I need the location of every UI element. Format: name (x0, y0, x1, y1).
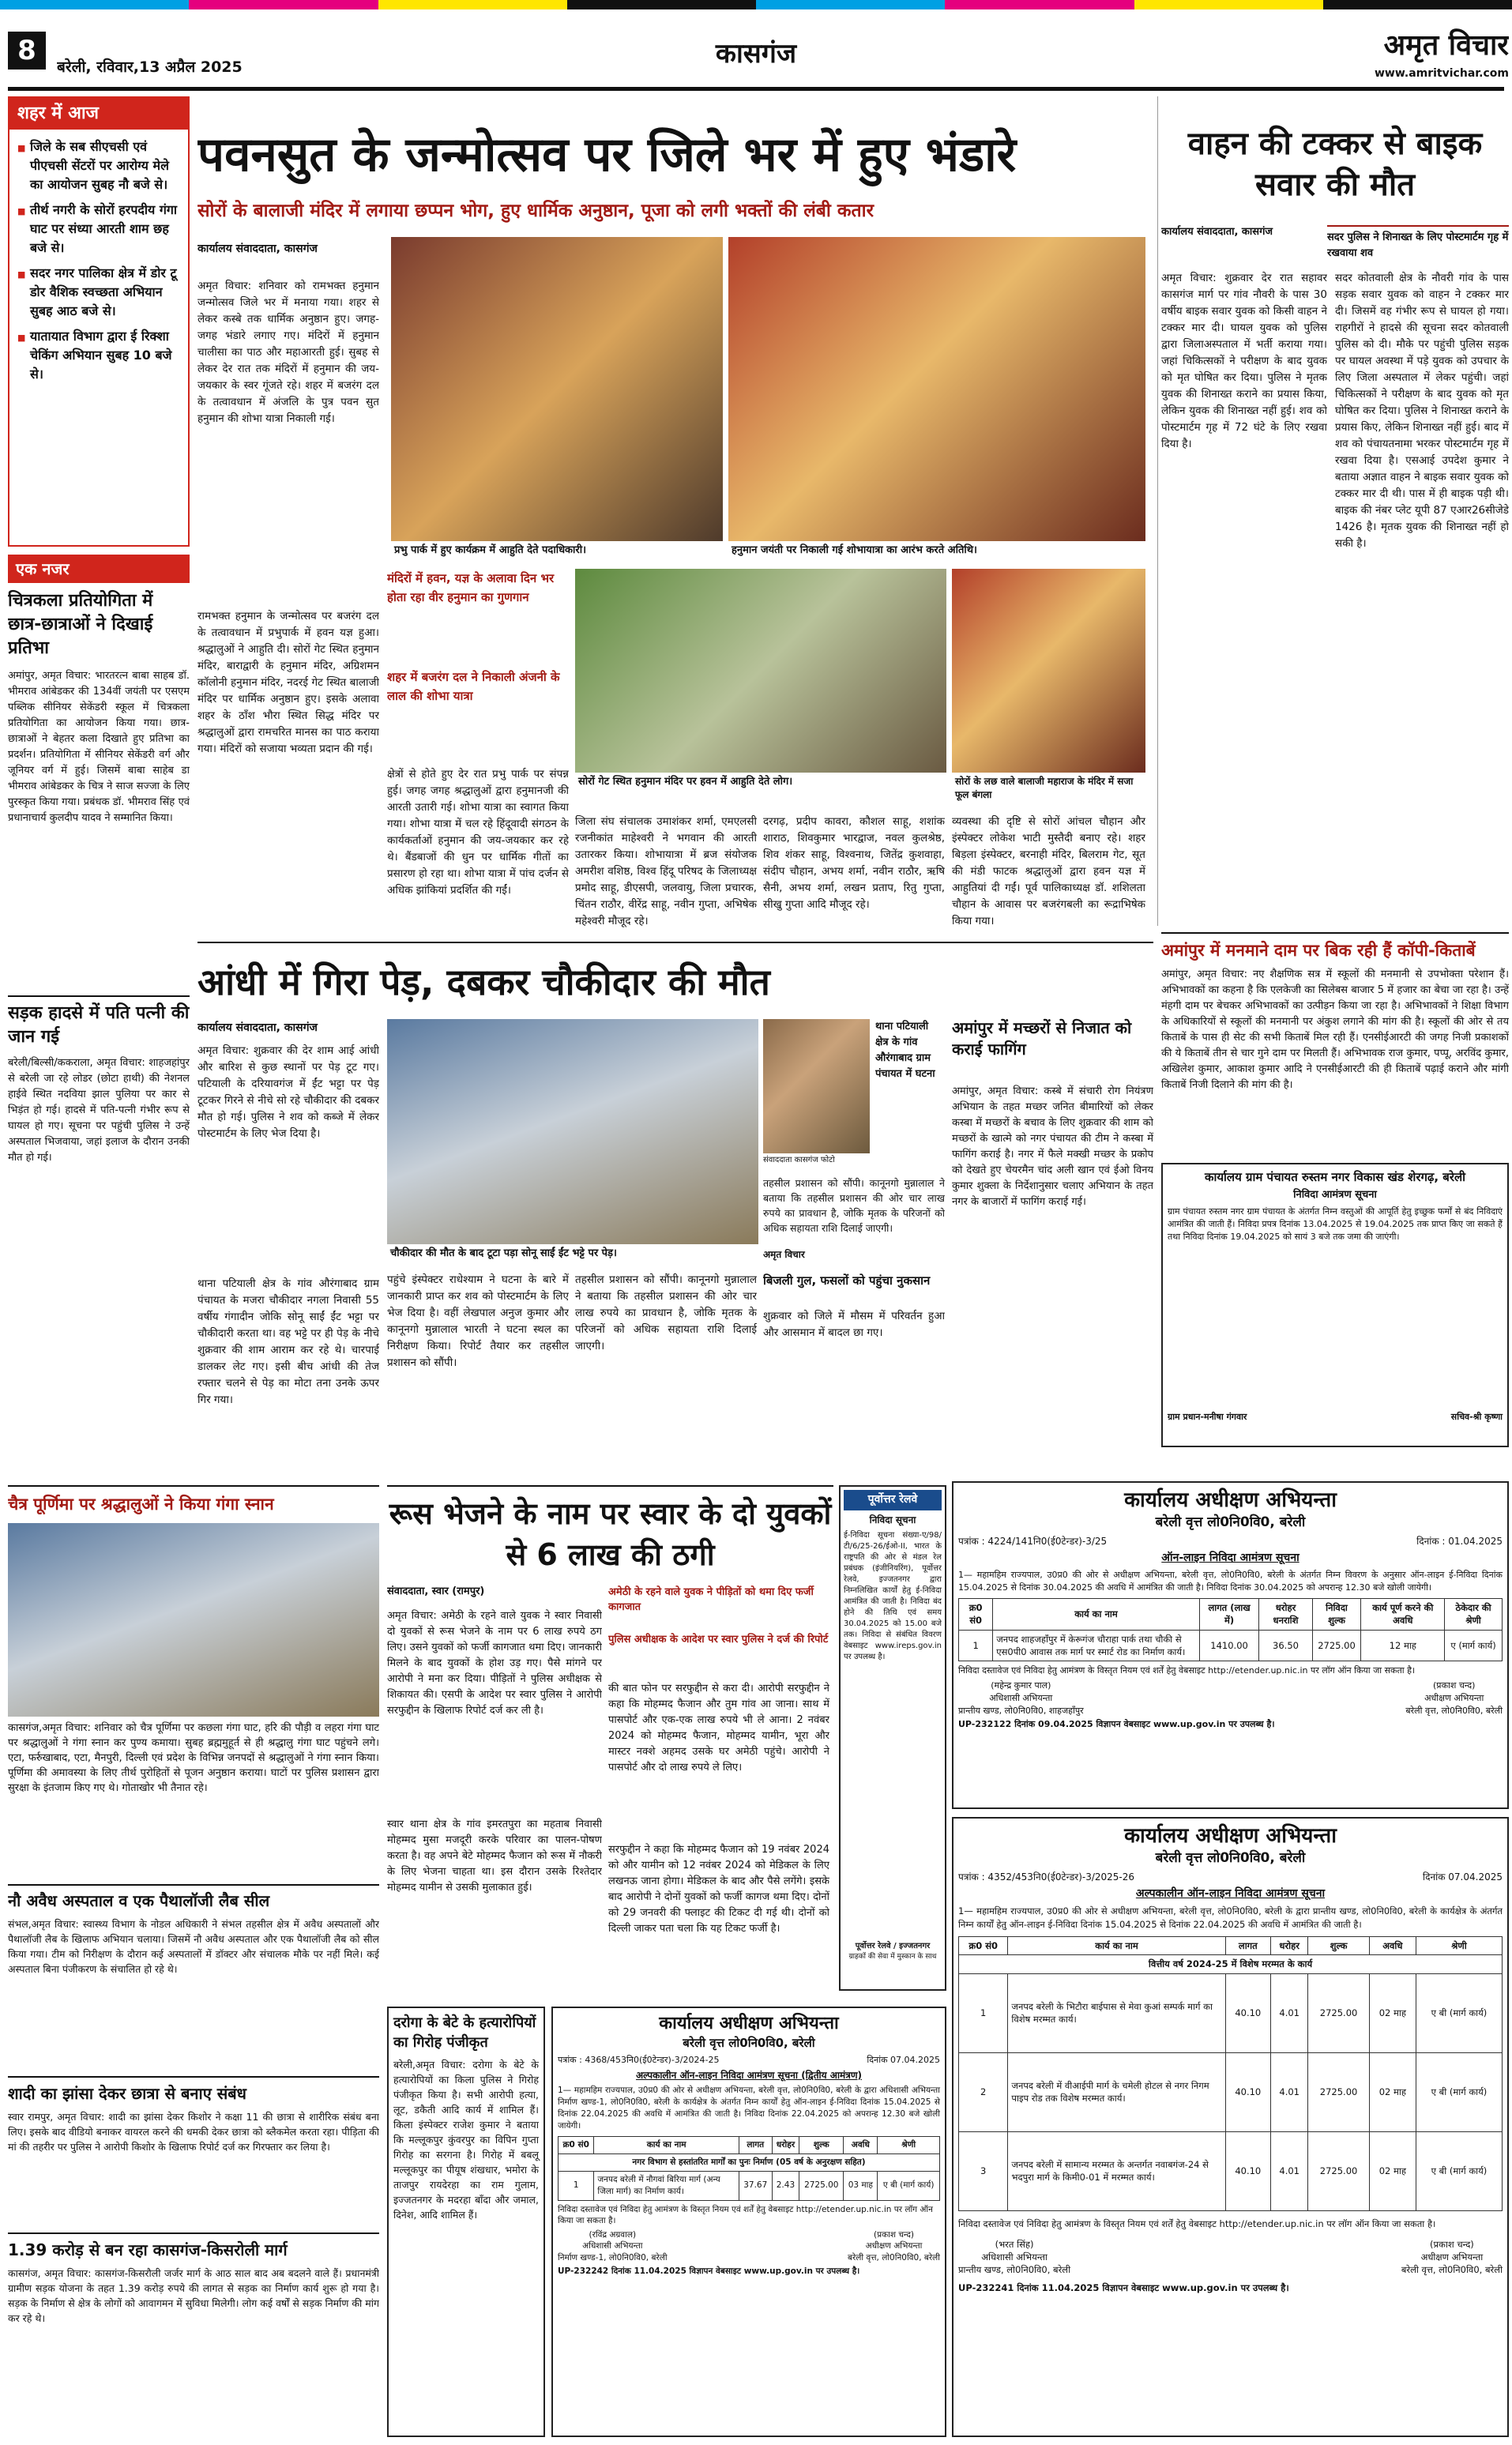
painting-headline: चित्रकला प्रतियोगिता में छात्र-छात्राओं ने दिखाई प्रतिभा (8, 591, 153, 658)
table-cell: ए (मार्ग कार्य) (1445, 1630, 1503, 1661)
table-cell: 4.01 (1271, 2052, 1308, 2131)
table-cell: जनपद बरेली में नौगवां बिरिया मार्ग (अन्य जिला मार्ग) का निर्माण कार्य। (594, 2171, 739, 2200)
divider (1161, 932, 1509, 934)
table-cell: 2725.00 (1308, 1973, 1369, 2052)
table-cell: 02 माह (1369, 2131, 1416, 2210)
tender-sign: (प्रकाश चन्द) (1433, 1680, 1476, 1691)
lead-photo-1 (391, 237, 723, 541)
table-cell: ए बी (मार्ग कार्य) (1416, 2052, 1502, 2131)
table-cell: 2725.00 (1312, 1630, 1361, 1661)
tender-pwd-3 (952, 1817, 1509, 2437)
accident-body-1: अमृत विचार: शुक्रवार देर रात सहावर कासगंज मार्ग पर गांव नौवरी के पास 30 वर्षीय बाइक सवार युवक को किसी वाहन ने टक्कर मार दी। घायल युवक को पुलिस द्वारा जिलाअस्पताल में भर्ती कराया गया। जहां चिकित्सकों ने परीक्षण के बाद युवक को मृत घोषित कर दिया। पुलिस ने मृतक युवक की शिनाख्त कराने का प्रयास किया, लेकिन युवक की शिनाख्त नहीं हुई। शव को पोस्टमार्टम गृह में 72 घंटे के लिए रखवा दिया है। (1161, 272, 1327, 450)
tender-sign: प्रान्तीय खण्ड, लो0नि0वि0, शाहजहाँपुर (958, 1705, 1084, 1716)
tender-ref: पत्रांक : 4352/453नि0(ई0टेन्डर)-3/2025-26 (958, 1871, 1135, 1883)
table-header: अवधि (1369, 1937, 1416, 1955)
tender-upcode: UP-232241 दिनांक 11.04.2025 विज्ञापन वेबसाइट www.up.gov.in पर उपलब्ध है। (958, 2281, 1289, 2293)
table-header: अवधि (844, 2136, 878, 2153)
table-cell: 1410.00 (1199, 1630, 1259, 1661)
hospital-body: संभल,अमृत विचार: स्वास्थ्य विभाग के नोडल अधिकारी ने संभल तहसील क्षेत्र में अवैध अस्पतालों और पैथालॉजी लैब के खिलाफ अभियान चलाया। जिसमें नौ अवैध अस्पताल और एक पैथालॉजी लैब को सील किया गया। टीम को निरीक्षण के दौरान कई अस्पतालों में डॉक्टर और संचालक मौके पर नहीं मिले। कई अस्पताल बिना पंजीकरण के संचालित हो रहे थे। (8, 1918, 379, 1975)
lead-caption-4: सोरों के लछ वाले बालाजी महाराज के मंदिर में सजा फूल बंगला (952, 773, 1145, 809)
table-row (959, 1973, 1503, 2052)
table-header: क्र0 सं0 (559, 2136, 594, 2153)
table-header: निविदा शुल्क (1312, 1599, 1361, 1631)
tender-rustam-nagar (1161, 1163, 1509, 1447)
tree-photo (387, 1019, 758, 1244)
tree-subhead-2: बिजली गुल, फसलों को पहुंचा नुकसान (763, 1273, 931, 1288)
table-cell: 2.43 (772, 2171, 799, 2200)
tender-intro: 1— महामहिम राज्यपाल, उ0प्र0 की ओर से अधीक्षण अभियन्ता, बरेली वृत्त, लो0नि0वि0, बरेली के द्वारा अधिशासी अभियन्ता निर्माण खण्ड-1, लो0नि0वि0, बरेली के कार्यक्षेत्र के अंतर्गत निम्न कार्यों हेतु ऑन-लाइन ई-निविदा दिनांक 15.04.2025 से दिनांक 22.04.2025 की अवधि में आमंत्रित की जाती है। निविदा दिनांक 22.04.2025 को अपरान्ह 12.30 बजे खोली जायेगी। (558, 2085, 940, 2131)
table-header: कार्य पूर्ण करने की अवधि (1361, 1599, 1445, 1631)
table-header: धरोहर (1271, 1937, 1308, 1955)
divider (8, 2076, 379, 2078)
lead-body-1: अमृत विचार: शनिवार को रामभक्त हनुमान जन्मोत्सव जिले भर में मनाया गया। शहर से लेकर कस्बे तक धार्मिक अनुष्ठान हुए। जगह-जगह भंडारे लगाए गए। मंदिरों में हनुमान चालीसा का पाठ और महाआरती हुई। सुबह से लेकर देर रात तक मंदिरों में हनुमान की जय-जयकार के स्वर गूंजते रहे। शहर में बजरंग दल के तत्वावधान में अंजलि के पुत्र पवन सुत हनुमान की शोभा यात्रा निकाली गई। (197, 280, 379, 425)
daroga-box (387, 2007, 545, 2437)
portrait-caption: संवाददाता कासगंज फोटो (763, 1156, 835, 1164)
tender-table (558, 2136, 940, 2201)
table-header: कार्य का नाम (1008, 1937, 1225, 1955)
divider (197, 942, 1153, 943)
tender-sign: (भरत सिंह) (995, 2238, 1034, 2250)
table-cell: 2725.00 (1308, 2131, 1369, 2210)
page-number: 8 (8, 32, 46, 70)
table-cell: जनपद बरेली के भिटौरा बाईपास से मेवा कुआं सम्पर्क मार्ग का विशेष मरम्मत कार्य। (1008, 1973, 1225, 2052)
fraud-body-4: सरफुद्दीन ने कहा कि मोहम्मद फैजान को 19 नवंबर 2024 को और यामीन को 12 नवंबर 2024 को मेडिकल के लिए लखनऊ जाना होगा। मेडिकल के बाद और पैसे लगेंगे। इसके बाद आरोपी ने दोनों युवकों को फर्जी कागज थमा दिए। दोनों को 29 जनवरी की फ्लाइट की टिकट दी गई थी। दोनों को दिल्ली जाकर पता चला कि यह टिकट फर्जी है। (608, 1844, 829, 1935)
tender-sign: अधिशासी अभियन्ता (582, 2241, 643, 2251)
tree-credit: अमृत विचार (763, 1249, 805, 1260)
painting-body: अमांपुर, अमृत विचार: भारतरत्न बाबा साहब डॉ. भीमराव आंबेडकर की 134वीं जयंती पर एसएम पब्लिक सीनियर सेकेंडरी स्कूल में चित्रकला प्रतियोगिता का आयोजन किया गया। छात्र-छात्राओं ने बेहतर कला दिखाते हुए प्रतिभा का प्रदर्शन। प्रतियोगिता में सीनियर सेकेंडरी वर्ग और जूनियर वर्ग में हुई। जिसमें बाबा साहेब डा भीमराव आंबेडकर के चित्र ने साज सज्जा के लिए पुरस्कृत किया गया। प्रबंधक डॉ. भीमराव सिंह एवं प्रधानाचार्य कुलदीप यादव ने सम्मानित किया। (8, 670, 190, 824)
table-cell: ए बी (मार्ग कार्य) (878, 2171, 940, 2200)
fraud-pull-2: पुलिस अधीक्षक के आदेश पर स्वार पुलिस ने दर्ज की रिपोर्ट (608, 1634, 829, 1646)
daroga-headline: दरोगा के बेटे के हत्यारोपियों का गिरोह पंजीकृत (393, 2014, 536, 2051)
table-cell: 1 (559, 2171, 594, 2200)
fraud-headline: रूस भेजने के नाम पर स्वार के दो युवकों से 6 लाख की ठगी (389, 1496, 832, 1572)
tender-title: कार्यालय ग्राम पंचायत रुस्तम नगर विकास खंड शेरगढ़, बरेली (1204, 1170, 1466, 1184)
divider (387, 1485, 833, 1487)
table-cell: ए बी (मार्ग कार्य) (1416, 1973, 1502, 2052)
tender-sign: (प्रकाश चन्द) (1430, 2238, 1474, 2250)
table-cell: 40.10 (1225, 2052, 1270, 2131)
table-header: धरोहर धनराशि (1259, 1599, 1312, 1631)
table-cell: 2725.00 (1308, 2052, 1369, 2131)
table-header: श्रेणी (1416, 1937, 1502, 1955)
tender-notice: अल्पकालीन ऑन-लाइन निविदा आमंत्रण सूचना (1135, 1887, 1326, 1901)
divider (8, 1884, 379, 1886)
lead-caption-1: प्रभु पार्क में हुए कार्यक्रम में आहुति देते पदाधिकारी। (391, 541, 723, 562)
table-header: लागत (739, 2136, 772, 2153)
table-cell: ए बी (मार्ग कार्य) (1416, 2131, 1502, 2210)
tender-circle: बरेली वृत्त लो0नि0वि0, बरेली (1155, 1850, 1306, 1866)
ganga-body: कासगंज,अमृत विचार: शनिवार को चैत्र पूर्णिमा पर कछला गंगा घाट, हरि की पौड़ी व लहरा गंगा घाट पर श्रद्धालुओं ने गंगा स्नान कर पुण्य कमाया। सुबह ब्रह्ममुहूर्त से ही श्रद्धालु गंगा घाट पहुंचने लगे। एटा, फर्रुखाबाद, एटा, मैनपुरी, दिल्ली एवं प्रदेश के विभिन्न जनपदों से श्रद्धालुओं ने गंगा स्नान किया। पूर्णिमा की अमावस्या के लिए तीर्थ पुरोहितों से पूजन अनुष्ठान कराया। घाटों पर पुलिस प्रशासन द्वारा सुरक्षा के इंतजाम किए गए थे। गोताखोर भी तैनात रहे। (8, 1722, 379, 1794)
tender-upcode: UP-232122 दिनांक 09.04.2025 विज्ञापन वेबसाइट www.up.gov.in पर उपलब्ध है। (958, 1719, 1275, 1730)
railway-slogan: ग्राहकों की सेवा में मुस्कान के साथ (848, 1953, 937, 1962)
fraud-pull-1: अमेठी के रहने वाले युवक ने पीड़ितों को थमा दिए फर्जी कागजात (608, 1586, 814, 1613)
tender-footer: निविदा दस्तावेज एवं निविदा हेतु आमंत्रण के विस्तृत नियम एवं शर्तें हेतु वेबसाइट http://etender.up.nic.in पर लॉग ऑन किया जा सकता है। (558, 2204, 933, 2225)
column-divider (1157, 96, 1158, 926)
ganga-headline: चैत्र पूर्णिमा पर श्रद्धालुओं ने किया गंगा स्नान (8, 1495, 274, 1514)
railway-title: पूर्वोत्तर रेलवे (844, 1490, 942, 1510)
tender-ref: पत्रांक : 4224/141नि0(ई0टेन्डर)-3/25 (958, 1536, 1108, 1548)
tender-pwd-1 (952, 1481, 1509, 1809)
road-body: कासगंज, अमृत विचार: कासगंज-किसरौली जर्जर मार्ग के आठ साल बाद अब बदलने वाले हैं। प्रधानमंत्री ग्रामीण सड़क योजना के तहत 1.39 करोड़ रुपये की लागत से सड़क का निर्माण कार्य शुरू हो गया है। सड़क के निर्माण से क्षेत्र के लोगों को आवागमन में सुविधा मिलेगी। लोग कई वर्षों से सड़क निर्माण की मांग कर रहे थे। (8, 2267, 379, 2324)
table-cell: 02 माह (1369, 2052, 1416, 2131)
table-cell: जनपद शाहजहाँपुर में केरूगंज चौराहा पार्क तथा चौकी से एस0पी0 आवास तक मार्ग पर स्मार्ट रोड का निर्माण कार्य। (993, 1630, 1199, 1661)
city-today-box (8, 96, 190, 547)
table-cell: 02 माह (1369, 1973, 1416, 2052)
tender-date: दिनांक 07.04.2025 (867, 2055, 940, 2066)
tender-sign: अधीक्षण अभियन्ता (865, 2241, 923, 2251)
table-cell: 1 (959, 1973, 1008, 2052)
table-header: कार्य का नाम (594, 2136, 739, 2153)
road-headline: 1.39 करोड़ से बन रहा कासगंज-किसरोली मार्ग (8, 2240, 288, 2259)
tender-table (958, 1598, 1503, 1661)
city-item: ■ जिले के सब सीएचसी एवं पीएचसी सेंटरों पर आरोग्य मेले का आयोजन सुबह नौ बजे से। (17, 137, 180, 194)
table-cell: 36.50 (1259, 1630, 1312, 1661)
tender-footer: निविदा दस्तावेज एवं निविदा हेतु आमंत्रण के विस्तृत नियम एवं शर्तें हेतु वेबसाइट http://etender.up.nic.in पर लॉग ऑन किया जा सकता है। (958, 2217, 1436, 2229)
divider (8, 2232, 379, 2234)
tree-headline: आंधी में गिरा पेड़, दबकर चौकीदार की मौत (197, 961, 770, 1003)
daroga-body: बरेली,अमृत विचार: दरोगा के बेटे के हत्यारोपियों का किला पुलिस ने गिरोह पंजीकृत किया है। सभी आरोपी हत्या, लूट, डकैती आदि कार्य में शामिल हैं। किला इंस्पेक्टर राजेश कुमार ने बताया कि मल्लूकपुर कुंवरपुर का विपिन गुप्ता गिरोह का सरगना है। गिरोह में बबलू मल्लूकपुर का पीयूष शंखधार, भमोरा के ताजपुर रायदेरहा का राम गुलाम, इज्जतनगर के मदरहा बाँदा और जमाल, दिनेश, आदि शामिल हैं। (393, 2059, 539, 2221)
lead-body-3: क्षेत्रों से होते हुए देर रात प्रभु पार्क पर संपन्न हुई। जगह जगह श्रद्धालुओं द्वारा हनुमानजी की आरती उतारी गई। शोभा यात्रा का स्वागत किया गया। शोभा यात्रा में चल रहे हिंदूवादी संगठन के कार्यकर्ताओं हनुमान की जय-जयकार कर रहे थे। बैंडबाजों की धुन पर धार्मिक गीतों का प्रसारण हो रहा था। शोभा यात्रा में पांच दर्जन से अधिक झांकियां प्रदर्शित की गईं। (387, 768, 569, 897)
tender-sign: अधीक्षण अभियन्ता (1420, 2251, 1484, 2263)
table-cell: 2 (959, 2052, 1008, 2131)
copies-body: अमांपुर, अमृत विचार: नए शैक्षणिक सत्र में स्कूलों की मनमानी से उपभोक्ता परेशान हैं। अभिभावकों का कहना है कि एलकेजी का सिलेबस बाजार 5 में हजार का बेचा जा रहा है। उन्हें मंहगी दाम पर बेचकर अभिभावकों का उत्पीड़न किया जा रहा है। अभिभावकों ने शिक्षा विभाग के अधिकारियों से स्कूलों की मनमानी पर अंकुश लगाने की मांग की है। स्कूलों की ओर से तय किताबें के पास ही सेट की सभी किताबें मिल रही हैं। एनसीईआरटी की जगह निजी प्रकाशकों की ये किताबें तीन से चार गुने दाम पर मिलती हैं। अभिभावक राज कुमार, पप्पू, अरविंद कुमार, अखिलेश कुमार, आकाश कुमार आदि ने एनसीईआरटी की ही किताबें पढ़ाई कराने और मांगी किताबें निजी दिलाने की मांग की है। (1161, 969, 1509, 1091)
tender-notice: अल्पकालीन ऑन-लाइन निविदा आमंत्रण सूचना (द्वितीय आमंत्रण) (635, 2069, 863, 2081)
table-cell: 40.10 (1225, 2131, 1270, 2210)
table-row (959, 1630, 1503, 1661)
tender-intro: 1— महामहिम राज्यपाल, उ0प्र0 की ओर से अधीक्षण अभियन्ता, बरेली वृत्त, लो0नि0वि0, बरेली के द्वारा प्रान्तीय खण्ड, लो0नि0वि0, बरेली के कार्यक्षेत्र के अंतर्गत निम्न कार्यों हेतु ऑन-लाइन ई-निविदा दिनांक 15.04.2025 से दिनांक 22.04.2025 की अवधि में आमंत्रित की जाती है। (958, 1905, 1503, 1931)
tender-sign-right: सचिव-श्री कृष्णा (1450, 1412, 1503, 1423)
table-cell: 40.10 (1225, 1973, 1270, 2052)
accident-headline: वाहन की टक्कर से बाइक सवार की मौत (1187, 126, 1483, 203)
tree-body-4b: तहसील प्रशासन को सौंपी। कानूनगो मुन्नालाल ने बताया कि तहसील प्रशासन की ओर चार लाख रुपये का प्रावधान है, जोकि मृतक के परिजनों को अधिक सहायता राशि दिलाई जाएगी। (763, 1177, 945, 1234)
mosquito-headline: अमांपुर में मच्छरों से निजात को कराई फागिंग (952, 1018, 1132, 1059)
tender-upcode: UP-232242 दिनांक 11.04.2025 विज्ञापन वेबसाइट www.up.gov.in पर उपलब्ध है। (558, 2266, 860, 2277)
tender-date: दिनांक : 01.04.2025 (1416, 1536, 1503, 1548)
tender-sign: बरेली वृत्त, लो0नि0वि0, बरेली (847, 2253, 940, 2263)
tree-byline: कार्यालय संवाददाता, कासगंज (197, 1021, 318, 1034)
hospital-headline: नौ अवैध अस्पताल व एक पैथालॉजी लैब सील (8, 1891, 270, 1910)
tender-office: कार्यालय अधीक्षण अभियन्ता (659, 2014, 839, 2033)
table-cell: 1 (959, 1630, 993, 1661)
table-row (559, 2171, 940, 2200)
city-today-header: शहर में आज (9, 98, 188, 130)
table-header: कार्य का नाम (993, 1599, 1199, 1631)
tender-office: कार्यालय अधीक्षण अभियन्ता (1124, 1824, 1337, 1848)
divider (8, 995, 190, 997)
lead-body-4: जिला संघ संचालक उमाशंकर शर्मा, एमएलसी रजनीकांत माहेश्वरी ने भगवान की आरती उतारकर किया। शोभायात्रा में ब्रज संयोजक अमरीश वशिष्ठ, विश्व हिंदू परिषद के जिलाध्यक्ष प्रमोद साहू, डीएसपी, जलवायु, जिला प्रचारक, चिंतन राठौर, वीरेंद्र साहू, नवीन गुप्ता, अभिषेक महेश्वरी मौजूद रहे। (575, 815, 757, 927)
lead-pull-2: शहर में बजरंग दल ने निकाली अंजनी के लाल की शोभा यात्रा (387, 670, 560, 703)
marriage-headline: शादी का झांसा देकर छात्रा से बनाए संबंध (8, 2084, 246, 2103)
date-line: बरेली, रविवार,13 अप्रैल 2025 (57, 58, 243, 76)
fraud-byline: संवाददाता, स्वार (रामपुर) (387, 1585, 485, 1597)
wife-headline: सड़क हादसे में पति पत्नी की जान गई (8, 1003, 190, 1047)
chowkidar-portrait (763, 1019, 870, 1153)
tender-table (958, 1936, 1503, 2211)
tender-sign: बरेली वृत्त, लो0नि0वि0, बरेली (1401, 2264, 1503, 2276)
lead-body-2: रामभक्त हनुमान के जन्मोत्सव पर बजरंग दल के तत्वावधान में प्रभुपार्क में हवन यज्ञ हुआ। श्रद्धालुओं ने आहुति दी। सोरों गेट स्थित हनुमान मंदिर, बाराद्वारी के हनुमान मंदिर, अग्रिशमन कॉलोनी हनुमान मंदिर, नदरई गेट स्थित बालाजी मंदिर पर धार्मिक अनुष्ठान हुए। इसके अलावा शहर के ठाँश भौरा स्थित सिद्ध मंदिर पर श्रद्धालुओं द्वारा रामचरित मानस का पाठ कराया गया। मंदिरों को सजाया भव्यता प्रदान की गई। (197, 610, 379, 755)
table-header: शुल्क (799, 2136, 844, 2153)
tender-sign: (रविंद्र अग्रवाल) (589, 2229, 637, 2240)
ganga-photo (8, 1523, 379, 1717)
tree-body-3: पहुंचे इंस्पेक्टर राधेश्याम ने घटना के बारे में जानकारी प्राप्त कर शव को पोस्टमार्टम के लिए भेज दिया है। वहीं लेखपाल अनुज कुमार और कानूनगो मुन्नालाल भारती ने घटना स्थल का निरीक्षण किया। रिपोर्ट तैयार कर तहसील प्रशासन को सौंपी। (387, 1273, 569, 1369)
divider (8, 1485, 379, 1487)
tender-ref: पत्रांक : 4368/453नि0(ई0टेन्डर)-3/2024-25 (558, 2055, 720, 2066)
railway-sub: निविदा सूचना (869, 1514, 916, 1525)
tree-body-5: शुक्रवार को जिले में मौसम में परिवर्तन हुआ और आसमान में बादल छा गए। (763, 1310, 945, 1339)
tender-sign: बरेली वृत्त, लो0नि0वि0, बरेली (1405, 1705, 1503, 1716)
tree-body-2: थाना पटियाली क्षेत्र के गांव औरंगाबाद ग्राम पंचायत के मजरा चौकीदार नगला निवासी 55 वर्षीय गंगादीन जोकि सोनू साईं ईंट भट्टा पर चौकीदारी करता था। वह भट्टे पर ही पेड़ के नीचे शुक्रवार की शाम आराम कर रहे थे। चारपाई डालकर लेट गए। इसी बीच आंधी की तेज रफ्तार चलने से पेड़ का मोटा तना उनके ऊपर गिर गया। (197, 1277, 379, 1406)
railway-body: ई-निविदा सूचना संख्या-ए/98/टी/6/25-26/ईओ-II, भारत के राष्ट्रपति की ओर से मंडल रेल प्रबंधक (इंजीनियरिंग), पूर्वोत्तर रेलवे, इज्जतनगर द्वारा निम्नलिखित कार्यों हेतु ई-निविदा आमंत्रित की जाती है। निविदा बंद होने की तिथि एवं समय 30.04.2025 को 15.00 बजे तक। निविदा से संबंधित विवरण वेबसाइट www.ireps.gov.in पर उपलब्ध है। (844, 1530, 942, 1661)
tender-circle: बरेली वृत्त लो0नि0वि0, बरेली (683, 2036, 815, 2050)
accident-body-2: सदर कोतवाली क्षेत्र के नौवरी गांव के पास सड़क सवार युवक को वाहन ने टक्कर मार दी। जिसमें वह गंभीर रूप से घायल हो गया। राहगीरों ने हादसे की सूचना सदर कोतवाली पुलिस को दी। मौके पर पहुंची पुलिस सड़क पर घायल अवस्था में पड़े युवक को उपचार के लिए जिला अस्पताल में लेकर पहुंची। जहां चिकित्सकों ने परीक्षण के बाद युवक को मृत घोषित कर दिया। पुलिस ने शिनाख्त कराने के प्रयास किए, लेकिन शिनाख्त नहीं हुई। बाद में शव को पंचायतनामा भरकर पोस्टमार्टम गृह में रखवा दिया है। एसआई उपदेश कुमार ने बताया अज्ञात वाहन ने बाइक सवार युवक को टक्कर मार दी थी। पास में ही बाइक पड़ी थी। बाइक की नंबर प्लेट यूपी 87 एआर26सीजेडे 1426 है। मृतक युवक की शिनाख्त नहीं हो सकी है। (1335, 272, 1509, 550)
lead-body-6: व्यवस्था की दृष्टि से सोरों आंचल चौहान और इंस्पेक्टर लोकेश भाटी मुस्तैदी बनाए रहे। शहर बिड़ला इंस्पेक्टर, बरनाही मंदिर, बिलराम गेट, सूत की मंडी फाटक श्रद्धालुओं द्वारा हवन यज्ञ में आहुतियां दी गईं। पूर्व पालिकाध्यक्ष डॉ. शशिलता चौहान के आवास पर बजरंगबली का रूद्राभिषेक किया गया। (952, 815, 1145, 927)
table-cell: 12 माह (1361, 1630, 1445, 1661)
lead-pull-1: मंदिरों में हवन, यज्ञ के अलावा दिन भर होता रहा वीर हनुमान का गुणगान (387, 571, 555, 604)
tender-office: कार्यालय अधीक्षण अभियन्ता (1124, 1488, 1337, 1512)
tree-side-caption: थाना पटियाली क्षेत्र के गांव औरंगाबाद ग्राम पंचायत में घटना (875, 1021, 935, 1080)
copies-headline: अमांपुर में मनमाने दाम पर बिक रही हैं कॉपी-किताबें (1161, 941, 1476, 960)
table-header: श्रेणी (878, 2136, 940, 2153)
city-item: ■ तीर्थ नगरी के सोरों हरपदीय गंगा घाट पर संध्या आरती शाम छह बजे से। (17, 201, 180, 258)
mosquito-body: अमांपुर, अमृत विचार: कस्बे में संचारी रोग नियंत्रण अभियान के तहत मच्छर जनित बीमारियों को लेकर कस्बा में मच्छरों के बचाव के लिए शुक्रवार की शाम को मच्छरों के खात्मे को नगर पंचायत की टीम ने कस्बा में फागिंग कराई है। नगर में फैले मक्खी मच्छर के प्रकोप को देखते हुए चेयरमैन चांद अली खान एवं ईओ विनय कुमार शुक्ला के निर्देशानुसार चलाए अभियान के तहत नगर के बाजारों में फागिंग कराई गई। (952, 1085, 1153, 1208)
table-cell: 03 माह (844, 2171, 878, 2200)
tender-pwd-2 (551, 2007, 946, 2437)
table-row (959, 2052, 1503, 2131)
fraud-body-1: अमृत विचार: अमेठी के रहने वाले युवक ने स्वार निवासी दो युवकों से रूस भेजने के नाम पर 6 लाख रुपये ठग लिए। उसने युवकों को फर्जी कागजात थमा दिए। जानकारी मिलने के बाद युवकों के होश उड़ गए। पैसे मांगने पर आरोपी ने मना कर दिया। पीड़ितों ने पुलिस अधीक्षक से शिकायत की। एसपी के आदेश पर स्वार पुलिस ने आरोपी सरफुद्दीन के खिलाफ रिपोर्ट दर्ज कर ली है। (387, 1610, 602, 1717)
table-header: क्र0 सं0 (959, 1599, 993, 1631)
lead-photo-2 (728, 237, 1145, 541)
railway-tender (839, 1485, 946, 1991)
table-cell: 4.01 (1271, 1973, 1308, 2052)
ek-nazar-header: एक नजर (8, 555, 190, 583)
table-cell: 4.01 (1271, 2131, 1308, 2210)
tender-intro: 1— महामहिम राज्यपाल, उ0प्र0 की ओर से अधीक्षण अभियन्ता, बरेली वृत्त, लो0नि0वि0, बरेली के अंतर्गत निम्न विवरण के अनुसार ऑन-लाइन ई-निविदा दिनांक 15.04.2025 से दिनांक 30.04.2025 की अवधि में आमंत्रित की जाती है। निविदा दिनांक 30.04.2025 को अपरान्ह 12.30 बजे खोली जायेगी। (958, 1570, 1503, 1593)
table-cell: 3 (959, 2131, 1008, 2210)
website-url: www.amritvichar.com (1374, 67, 1509, 80)
lead-subhead: सोरों के बालाजी मंदिर में लगाया छप्पन भोग, हुए धार्मिक अनुष्ठान, पूजा को लगी भक्तों की लंबी कतार (197, 201, 874, 221)
tender-sign: (महेन्द्र कुमार पाल) (991, 1680, 1051, 1691)
section-name: कासगंज (715, 38, 797, 70)
top-color-bar (0, 0, 1512, 9)
city-item: ■ सदर नगर पालिका क्षेत्र में डोर टू डोर वैशिक स्वच्छता अभियान सुबह आठ बजे से। (17, 264, 180, 321)
table-group: वित्तीय वर्ष 2024-25 में विशेष मरम्मत के कार्य (959, 1955, 1503, 1973)
tender-sign: अधिशासी अभियन्ता (981, 2251, 1047, 2263)
tender-sign: अधीक्षण अभियन्ता (1424, 1692, 1484, 1703)
table-header: लागत (1225, 1937, 1270, 1955)
wife-body: बरेली/बिल्सी/ककराला, अमृत विचार: शाहजहांपुर से बरेली जा रहे लोडर (छोटा हाथी) की नेशनल हाईवे स्थित नदविया झाल पुलिया पर कार से भिड़ंत हो गई। हादसे में पति-पत्नी गंभीर रूप से घायल हो गए। सूचना पर पहुंची पुलिस ने उन्हें अस्पताल भिजवाया, जहां इलाज के दौरान उनकी मौत हो गई। (8, 1057, 190, 1164)
tender-sign: प्रान्तीय खण्ड, लो0नि0वि0, बरेली (958, 2264, 1071, 2276)
lead-caption-2: हनुमान जयंती पर निकाली गई शोभायात्रा का आरंभ करते अतिथि। (728, 541, 1145, 562)
table-group: नगर विभाग से हस्तांतरित मार्गों का पुनः निर्माण (05 वर्ष के अनुरक्षण सहित) (559, 2153, 940, 2171)
city-item: ■ यातायात विभाग द्वारा ई रिक्शा चेकिंग अभियान सुबह 10 बजे से। (17, 327, 180, 384)
lead-byline: कार्यालय संवाददाता, कासगंज (197, 243, 318, 255)
table-header: ठेकेदार की श्रेणी (1445, 1599, 1503, 1631)
tender-sub: निविदा आमंत्रण सूचना (1293, 1189, 1377, 1201)
lead-caption-3: सोरों गेट स्थित हनुमान मंदिर पर हवन में आहुति देते लोग। (575, 773, 946, 793)
tender-sign: निर्माण खण्ड-1, लो0नि0वि0, बरेली (558, 2253, 668, 2263)
table-header: धरोहर (772, 2136, 799, 2153)
table-header: लागत (लाख में) (1199, 1599, 1259, 1631)
lead-photo-4 (952, 569, 1145, 773)
tree-body-1: अमृत विचार: शुक्रवार की देर शाम आई आंधी और बारिश से कुछ स्थानों पर पेड़ टूट गए। पटियाली के दरियावगंज में ईंट भट्टा पर पेड़ टूटकर गिरने से नीचे सो रहे चौकीदार की दबकर मौत हो गई। पुलिस ने शव को कब्जे में लेकर पोस्टमार्टम के लिए भेज दिया है। (197, 1044, 379, 1140)
lead-headline: पवनसुत के जन्मोत्सव पर जिले भर में हुए भंडारे (197, 127, 1017, 182)
tender-sign: अधिशासी अभियन्ता (989, 1692, 1053, 1703)
table-header: शुल्क (1308, 1937, 1369, 1955)
table-cell: जनपद बरेली में वीआईपी मार्ग के चमेली होटल से नगर निगम पाइप रोड तक विशेष मरम्मत कार्य। (1008, 2052, 1225, 2131)
fraud-body-3: की बात फोन पर सरफुद्दीन से करा दी। आरोपी सरफुद्दीन ने कहा कि मोहम्मद फैजान और तुम गांव आ जाना। साथ में पासपोर्ट और एक-एक लाख रुपये भी ले आना। 2 नवंबर 2024 को मोहम्मद फैजान, मोहम्मद यामीन, भूरा और मास्टर नक्शे अहमद उसके घर अमेठी पहुंचे। आरोपी ने पासपोर्ट और दो लाख रुपये ले लिए। (608, 1683, 829, 1774)
tree-body-4: तहसील प्रशासन को सौंपी। कानूनगो मुन्नालाल ने बताया कि तहसील प्रशासन की ओर चार लाख रुपये का प्रावधान है, जोकि मृतक के परिजनों को अधिक सहायता राशि दिलाई जाएगी। (575, 1273, 757, 1352)
accident-pull: सदर पुलिस ने शिनाख्त के लिए पोस्टमार्टम गृह में रखवाया शव (1327, 225, 1509, 266)
table-header: क्र0 सं0 (959, 1937, 1008, 1955)
railway-footer: पूर्वोत्तर रेलवे / इज्जतनगर (855, 1941, 931, 1950)
table-cell: जनपद बरेली में सामान्य मरम्मत के अन्तर्गत नवाबगंज-24 से भदपुरा मार्ग के किमी0-01 में मरम्मत कार्य। (1008, 2131, 1225, 2210)
tender-footer: निविदा दस्तावेज एवं निविदा हेतु आमंत्रण के विस्तृत नियम एवं शर्तें हेतु वेबसाइट http://etender.up.nic.in पर लॉग ऑन किया जा सकता है। (958, 1665, 1416, 1676)
tender-sign-left: ग्राम प्रधान-मनीषा गंगवार (1168, 1412, 1247, 1423)
table-cell: 37.67 (739, 2171, 772, 2200)
tree-photo-caption: चौकीदार की मौत के बाद टूटा पड़ा सोनू साईं ईंट भट्टे पर पेड़। (387, 1244, 758, 1265)
tender-date: दिनांक 07.04.2025 (1423, 1871, 1503, 1883)
table-cell: 2725.00 (799, 2171, 844, 2200)
marriage-body: स्वार रामपुर, अमृत विचार: शादी का झांसा देकर किशोर ने कक्षा 11 की छात्रा से शारीरिक संबंध बना लिए। इसके बाद वीडियो बनाकर वायरल करने की धमकी देकर छात्रा को ब्लैकमेल करता रहा। पीड़िता की मां की तहरीर पर पुलिस ने आरोपी किशोर के खिलाफ रिपोर्ट दर्ज कर गिरफ्तार कर लिया है। (8, 2111, 379, 2153)
tender-notice: ऑन-लाइन निविदा आमंत्रण सूचना (1161, 1552, 1299, 1565)
brand-logo: अमृत विचार (1383, 29, 1509, 62)
tender-sign: (प्रकाश चन्द) (874, 2229, 914, 2240)
masthead-rule (8, 87, 1504, 91)
lead-photo-3 (575, 569, 946, 773)
table-row (959, 2131, 1503, 2210)
fraud-body-2: स्वार थाना क्षेत्र के गांव इमरतपुरा का महताब निवासी मोहम्मद मुसा मजदूरी करके परिवार का पालन-पोषण करता है। वह अपने बेटे मोहम्मद फैजान को रूस में नौकरी के लिए भेजना चाहता था। इस दौरान उसके रिश्तेदार मोहम्मद यामीन से उसकी मुलाकात हुई। (387, 1819, 602, 1894)
accident-byline: कार्यालय संवाददाता, कासगंज (1161, 226, 1273, 238)
tender-circle: बरेली वृत्त लो0नि0वि0, बरेली (1155, 1514, 1306, 1530)
tender-body: ग्राम पंचायत रुस्तम नगर ग्राम पंचायत के अंतर्गत निम्न वस्तुओं की आपूर्ति हेतु इच्छुक फर्मों से बंद निविदाएं आमंत्रित की जाती हैं। निविदा प्रपत्र दिनांक 13.04.2025 से 19.04.2025 तक प्राप्त किए जा सकते हैं तथा निविदा दिनांक 19.04.2025 को सायं 3 बजे तक जमा की जाएंगी। (1168, 1206, 1503, 1243)
lead-body-5: दरगढ़, प्रदीप कावरा, कौशल साहू, शशांक शाराठ, शिवकुमार भारद्वाज, नवल कुलश्रेष्ठ, शिव शंकर साहू, विश्वनाथ, जितेंद्र कुशवाहा, संदीप चौहान, अभय शर्मा, नवीन राठौर, ऋषि सैनी, अभय शर्मा, लखन प्रताप, रितु गुप्ता, सीखु गुप्ता आदि मौजूद रहे। (763, 815, 945, 911)
